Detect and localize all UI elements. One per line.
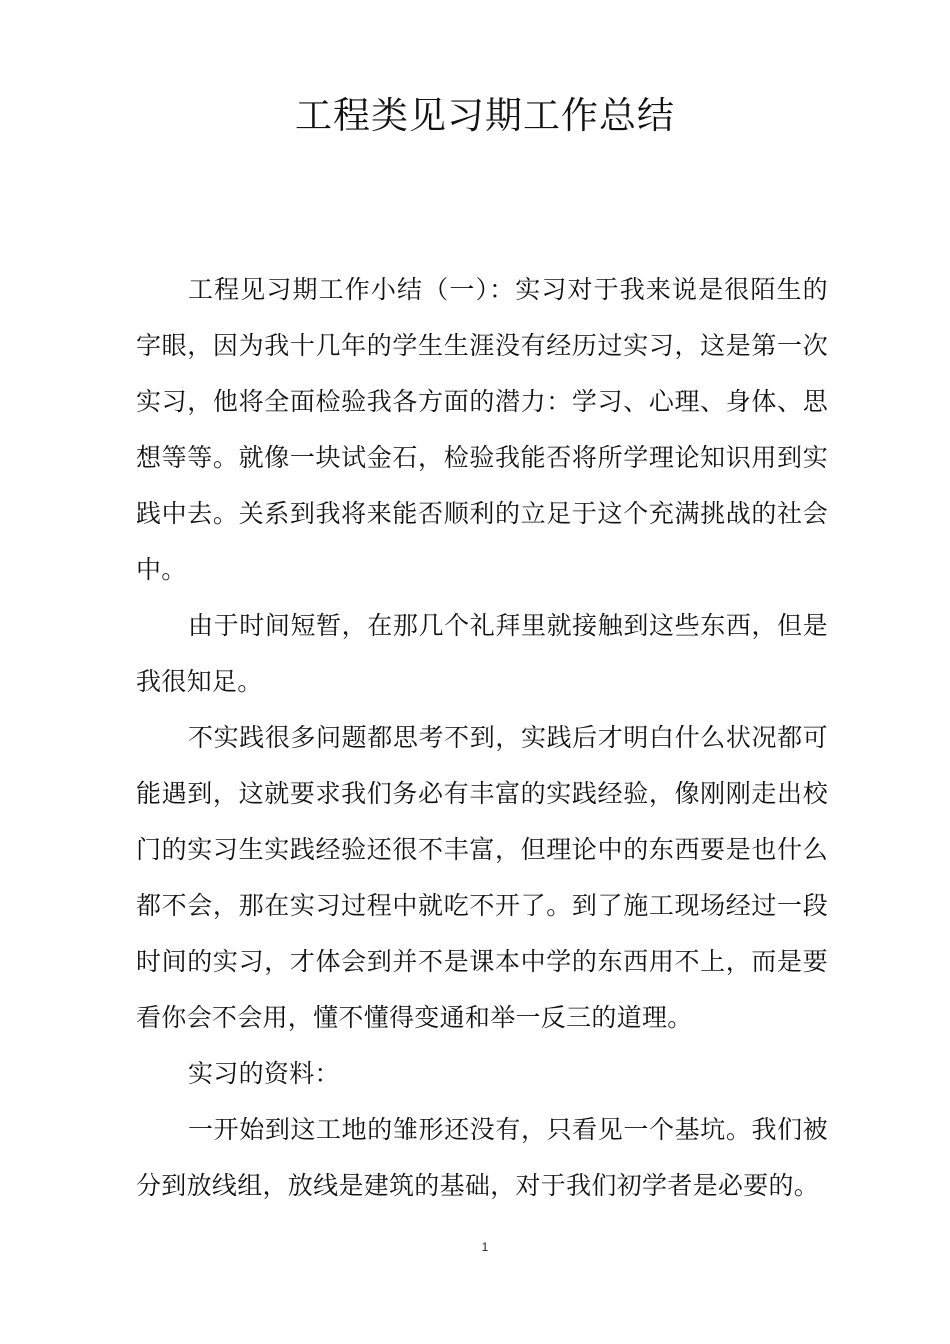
page-number: 1 bbox=[481, 1240, 489, 1254]
document-body bbox=[136, 262, 828, 1214]
paragraph-4: 实习的资料： bbox=[188, 1059, 340, 1088]
paragraph-2: 由于时间短暂，在那几个礼拜里就接触到这些东西，但是我很知足。 bbox=[136, 611, 828, 696]
paragraph-3: 不实践很多问题都思考不到，实践后才明白什么状况都可能遇到，这就要求我们务必有丰富的实践经验，像刚刚走出校门的实习生实践经验还很不丰富，但理论中的东西要是也什么都不会，那在实习过程中就吃不开了。到了施工现场经过一段时间的实习，才体会到并不是课本中学的东西用不上，而是要看你会不会用，懂不懂得变通和举一反三的道理。 bbox=[136, 723, 828, 1032]
document-title: 工程类见习期工作总结 bbox=[295, 94, 675, 137]
paragraph-1: 工程见习期工作小结（一）：实习对于我来说是很陌生的字眼，因为我十几年的学生生涯没有经历过实习，这是第一次实习，他将全面检验我各方面的潜力：学习、心理、身体、思想等等。就像一块试金石，检验我能否将所学理论知识用到实践中去。关系到我将来能否顺利的立足于这个充满挑战的社会中。 bbox=[136, 275, 828, 584]
paragraph-5: 一开始到这工地的雏形还没有，只看见一个基坑。我们被分到放线组，放线是建筑的基础，对于我们初学者是必要的。 bbox=[136, 1115, 828, 1200]
